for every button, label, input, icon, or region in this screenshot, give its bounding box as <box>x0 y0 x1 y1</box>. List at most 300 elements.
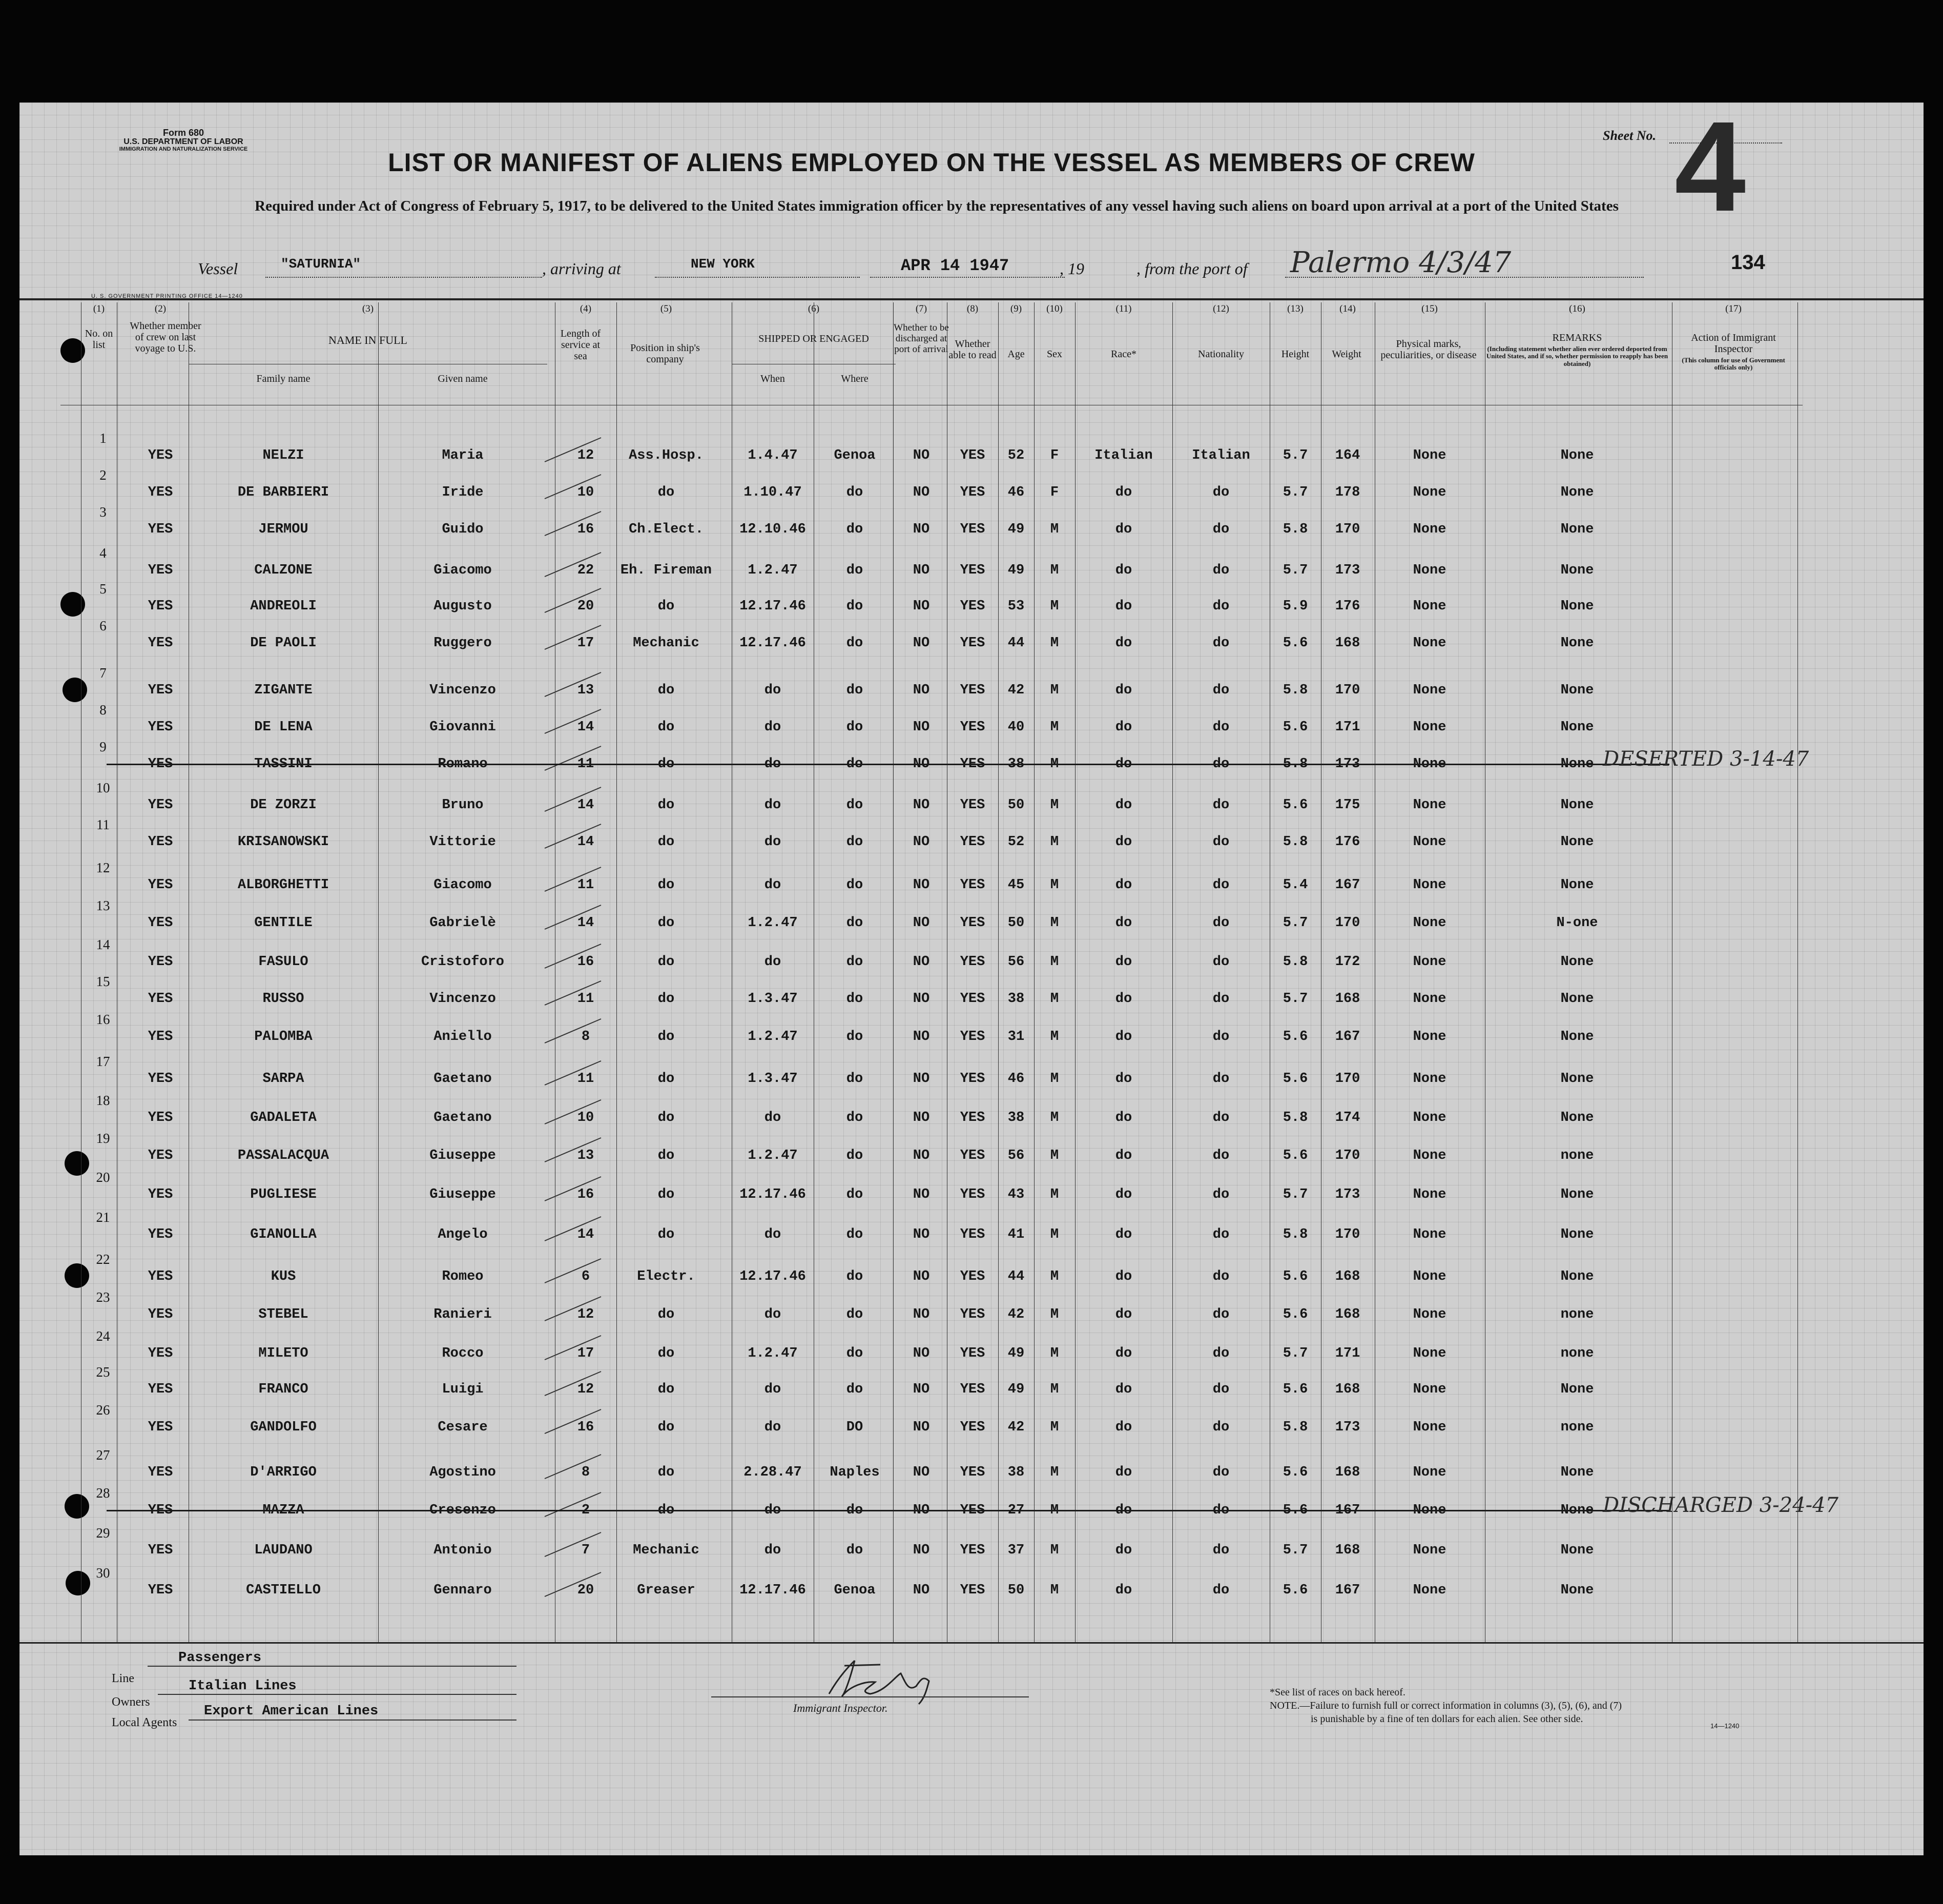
cell-weight: 172 <box>1335 954 1360 970</box>
cell-when: 12.17.46 <box>739 1269 806 1284</box>
cell-disch: NO <box>913 954 930 970</box>
header-discharged: Whether to be discharged at port of arrival <box>894 322 949 355</box>
row-number: 13 <box>96 898 110 913</box>
cell-disch: NO <box>913 1148 930 1163</box>
header-family-name: Family name <box>256 373 311 384</box>
cell-remarks: none <box>1560 1307 1594 1322</box>
cell-disch: NO <box>913 1187 930 1202</box>
arriving-label: , arriving at <box>542 259 621 278</box>
cell-when: 12.17.46 <box>739 1187 806 1202</box>
punch-hole <box>65 1263 89 1288</box>
cell-given: Luigi <box>442 1382 484 1397</box>
cell-weight: 167 <box>1335 1503 1360 1518</box>
cell-given: Cresenzo <box>429 1503 496 1518</box>
cell-position: Ass.Hosp. <box>629 448 704 463</box>
cell-marks: None <box>1413 1071 1446 1087</box>
column-number: (10) <box>1046 303 1063 314</box>
cell-marks: None <box>1413 1503 1446 1518</box>
cell-where: do <box>846 1071 863 1087</box>
tick-mark <box>542 977 609 1008</box>
cell-race: do <box>1115 522 1132 537</box>
cell-disch: NO <box>913 683 930 698</box>
cell-disch: NO <box>913 522 930 537</box>
cell-weight: 168 <box>1335 1543 1360 1558</box>
header-length-of-service: Length of service at sea <box>560 328 601 362</box>
cell-when: do <box>764 1110 781 1125</box>
cell-age: 42 <box>1007 1307 1025 1322</box>
cell-marks: None <box>1413 563 1446 578</box>
tick-mark <box>542 1405 609 1436</box>
cell-read: YES <box>960 1110 985 1125</box>
cell-disch: NO <box>913 1382 930 1397</box>
cell-crew: YES <box>148 1465 173 1480</box>
cell-race: do <box>1115 877 1132 893</box>
cell-marks: None <box>1413 877 1446 893</box>
cell-weight: 168 <box>1335 1269 1360 1284</box>
vessel-line <box>265 277 542 278</box>
cell-age: 38 <box>1007 1110 1025 1125</box>
cell-weight: 171 <box>1335 1346 1360 1361</box>
cell-nat: do <box>1212 485 1230 500</box>
column-rule <box>616 302 617 1642</box>
cell-service: 11 <box>577 877 594 893</box>
row-number: 26 <box>96 1402 110 1418</box>
cell-crew: YES <box>148 991 173 1007</box>
cell-weight: 173 <box>1335 563 1360 578</box>
cell-race: do <box>1115 683 1132 698</box>
cell-race: do <box>1115 1503 1132 1518</box>
header-no-on-list: No. on list <box>85 328 113 351</box>
line-label: Line <box>112 1672 134 1685</box>
form-number: Form 680 <box>162 128 204 138</box>
column-number: (12) <box>1213 303 1229 314</box>
cell-height: 5.8 <box>1283 756 1308 772</box>
cell-nat: do <box>1212 1382 1230 1397</box>
cell-sex: M <box>1050 1382 1059 1397</box>
cell-race: do <box>1115 599 1132 614</box>
header-weight: Weight <box>1332 349 1361 360</box>
cell-remarks: none <box>1560 1420 1594 1435</box>
cell-disch: NO <box>913 485 930 500</box>
cell-marks: None <box>1413 485 1446 500</box>
cell-sex: M <box>1050 636 1059 651</box>
cell-crew: YES <box>148 1420 173 1435</box>
row-number: 23 <box>96 1289 110 1305</box>
cell-position: do <box>657 683 675 698</box>
cell-race: do <box>1115 1346 1132 1361</box>
cell-read: YES <box>960 1465 985 1480</box>
cell-remarks: None <box>1560 834 1594 850</box>
column-number: (5) <box>660 303 672 314</box>
cell-service: 16 <box>577 1420 594 1435</box>
cell-read: YES <box>960 720 985 735</box>
cell-height: 5.6 <box>1283 1382 1308 1397</box>
cell-age: 44 <box>1007 1269 1025 1284</box>
cell-crew: YES <box>148 720 173 735</box>
header-sex: Sex <box>1047 349 1062 360</box>
tick-mark <box>542 1332 609 1362</box>
cell-disch: NO <box>913 720 930 735</box>
cell-sex: M <box>1050 1148 1059 1163</box>
cell-when: 12.17.46 <box>739 1583 806 1598</box>
cell-when: 2.28.47 <box>743 1465 802 1480</box>
cell-age: 49 <box>1007 522 1025 537</box>
cell-disch: NO <box>913 599 930 614</box>
cell-sex: M <box>1050 1029 1059 1045</box>
cell-disch: NO <box>913 834 930 850</box>
cell-weight: 170 <box>1335 915 1360 931</box>
cell-weight: 176 <box>1335 834 1360 850</box>
cell-disch: NO <box>913 991 930 1007</box>
cell-given: Giuseppe <box>429 1187 496 1202</box>
header-remarks-sub: (Including statement whether alien ever ordered deported from United States, and if so, whether permission to reapply has been obtained) <box>1486 345 1668 367</box>
inspector-signature <box>819 1645 952 1707</box>
cell-disch: NO <box>913 563 930 578</box>
cell-family: TASSINI <box>254 756 313 772</box>
service: IMMIGRATION AND NATURALIZATION SERVICE <box>119 146 248 152</box>
cell-position: do <box>657 877 675 893</box>
tick-mark <box>542 1096 609 1127</box>
cell-crew: YES <box>148 1187 173 1202</box>
cell-weight: 173 <box>1335 1187 1360 1202</box>
cell-remarks: None <box>1560 485 1594 500</box>
cell-age: 45 <box>1007 877 1025 893</box>
cell-read: YES <box>960 1187 985 1202</box>
cell-remarks: None <box>1560 1269 1594 1284</box>
cell-where: do <box>846 1227 863 1242</box>
cell-position: do <box>657 797 675 813</box>
cell-race: do <box>1115 954 1132 970</box>
cell-age: 49 <box>1007 1346 1025 1361</box>
cell-nat: do <box>1212 1503 1230 1518</box>
cell-given: Gaetano <box>433 1071 492 1087</box>
tick-mark <box>542 901 609 932</box>
cell-family: DE BARBIERI <box>237 485 329 500</box>
cell-read: YES <box>960 1543 985 1558</box>
tick-mark <box>542 434 609 464</box>
column-number: (6) <box>808 303 820 314</box>
cell-age: 40 <box>1007 720 1025 735</box>
header-age: Age <box>1007 349 1025 360</box>
tick-mark <box>542 548 609 579</box>
cell-where: do <box>846 563 863 578</box>
cell-where: do <box>846 915 863 931</box>
tick-mark <box>542 1293 609 1323</box>
cell-service: 20 <box>577 599 594 614</box>
tick-mark <box>542 584 609 615</box>
cell-family: DE LENA <box>254 720 313 735</box>
cell-position: do <box>657 1148 675 1163</box>
column-number: (11) <box>1115 303 1132 314</box>
tick-mark <box>542 940 609 971</box>
cell-height: 5.6 <box>1283 1029 1308 1045</box>
cell-disch: NO <box>913 915 930 931</box>
cell-position: do <box>657 834 675 850</box>
cell-service: 8 <box>581 1465 590 1480</box>
cell-nat: do <box>1212 1148 1230 1163</box>
cell-nat: do <box>1212 834 1230 850</box>
cell-read: YES <box>960 563 985 578</box>
cell-remarks: None <box>1560 683 1594 698</box>
row-number: 27 <box>96 1447 110 1463</box>
cell-remarks: None <box>1560 1465 1594 1480</box>
cell-age: 50 <box>1007 1583 1025 1598</box>
cell-read: YES <box>960 1071 985 1087</box>
cell-when: do <box>764 1543 781 1558</box>
cell-when: do <box>764 797 781 813</box>
cell-where: do <box>846 756 863 772</box>
cell-given: Ranieri <box>433 1307 492 1322</box>
manifest-sheet <box>19 103 1924 1855</box>
date-line <box>870 277 1065 278</box>
cell-family: GANDOLFO <box>250 1420 317 1435</box>
tick-mark <box>542 1568 609 1599</box>
races-note: *See list of races on back hereof. <box>1270 1687 1405 1698</box>
cell-remarks: None <box>1560 1187 1594 1202</box>
cell-remarks: None <box>1560 599 1594 614</box>
cell-read: YES <box>960 954 985 970</box>
row-number: 1 <box>99 431 107 446</box>
cell-nat: do <box>1212 683 1230 698</box>
cell-when: 12.10.46 <box>739 522 806 537</box>
cell-where: do <box>846 797 863 813</box>
cell-marks: None <box>1413 1269 1446 1284</box>
row-number: 2 <box>99 467 107 483</box>
row-number: 17 <box>96 1054 110 1069</box>
cell-when: do <box>764 954 781 970</box>
cell-service: 14 <box>577 797 594 813</box>
cell-age: 42 <box>1007 683 1025 698</box>
cell-height: 5.6 <box>1283 1307 1308 1322</box>
cell-when: 12.17.46 <box>739 599 806 614</box>
cell-weight: 168 <box>1335 1465 1360 1480</box>
cell-family: GIANOLLA <box>250 1227 317 1242</box>
cell-nat: do <box>1212 954 1230 970</box>
cell-position: do <box>657 1420 675 1435</box>
cell-remarks: None <box>1560 1110 1594 1125</box>
cell-nat: do <box>1212 1465 1230 1480</box>
cell-given: Angelo <box>438 1227 488 1242</box>
cell-weight: 173 <box>1335 756 1360 772</box>
row-number: 10 <box>96 780 110 795</box>
cell-height: 5.8 <box>1283 522 1308 537</box>
tick-mark <box>542 1057 609 1088</box>
handwritten-note: DESERTED 3-14-47 <box>1603 747 1809 771</box>
cell-disch: NO <box>913 1110 930 1125</box>
cell-family: PASSALACQUA <box>237 1148 329 1163</box>
cell-remarks: None <box>1560 756 1594 772</box>
cell-race: do <box>1115 756 1132 772</box>
cell-crew: YES <box>148 448 173 463</box>
cell-race: do <box>1115 1382 1132 1397</box>
cell-crew: YES <box>148 877 173 893</box>
cell-marks: None <box>1413 1110 1446 1125</box>
cell-given: Gennaro <box>433 1583 492 1598</box>
cell-service: 17 <box>577 636 594 651</box>
row-number: 16 <box>96 1012 110 1027</box>
cell-service: 16 <box>577 954 594 970</box>
agents-value: Export American Lines <box>204 1704 379 1719</box>
cell-crew: YES <box>148 1503 173 1518</box>
cell-weight: 168 <box>1335 636 1360 651</box>
cell-family: PALOMBA <box>254 1029 313 1045</box>
cell-family: MILETO <box>258 1346 308 1361</box>
cell-height: 5.4 <box>1283 877 1308 893</box>
cell-marks: None <box>1413 522 1446 537</box>
cell-height: 5.8 <box>1283 683 1308 698</box>
cell-age: 49 <box>1007 1382 1025 1397</box>
column-number: (17) <box>1725 303 1742 314</box>
cell-disch: NO <box>913 1071 930 1087</box>
cell-sex: M <box>1050 954 1059 970</box>
cell-given: Rocco <box>442 1346 484 1361</box>
cell-where: do <box>846 1382 863 1397</box>
tick-mark <box>542 1450 609 1481</box>
vessel-row <box>19 246 1924 282</box>
cell-position: do <box>657 756 675 772</box>
cell-service: 11 <box>577 991 594 1007</box>
cell-sex: M <box>1050 563 1059 578</box>
cell-sex: M <box>1050 834 1059 850</box>
cell-when: do <box>764 1420 781 1435</box>
cell-where: do <box>846 834 863 850</box>
cell-crew: YES <box>148 756 173 772</box>
column-number: (8) <box>966 303 979 314</box>
cell-service: 17 <box>577 1346 594 1361</box>
cell-service: 6 <box>581 1269 590 1284</box>
agents-label: Local Agents <box>112 1716 177 1729</box>
cell-read: YES <box>960 636 985 651</box>
cell-age: 44 <box>1007 636 1025 651</box>
cell-weight: 170 <box>1335 1071 1360 1087</box>
handwritten-note: DISCHARGED 3-24-47 <box>1603 1493 1838 1517</box>
cell-where: do <box>846 877 863 893</box>
cell-position: do <box>657 1110 675 1125</box>
header-position: Position in ship's company <box>630 342 700 365</box>
cell-height: 5.6 <box>1283 797 1308 813</box>
tick-mark <box>542 742 609 773</box>
cell-read: YES <box>960 915 985 931</box>
cell-nat: do <box>1212 1029 1230 1045</box>
cell-race: do <box>1115 1420 1132 1435</box>
cell-given: Giacomo <box>433 877 492 893</box>
column-rule <box>378 302 379 1642</box>
cell-marks: None <box>1413 636 1446 651</box>
cell-disch: NO <box>913 1583 930 1598</box>
cell-race: do <box>1115 720 1132 735</box>
cell-disch: NO <box>913 877 930 893</box>
cell-age: 37 <box>1007 1543 1025 1558</box>
cell-given: Cristoforo <box>421 954 505 970</box>
cell-nat: do <box>1212 1307 1230 1322</box>
tick-mark <box>542 621 609 652</box>
row-number: 5 <box>99 581 107 597</box>
cell-age: 41 <box>1007 1227 1025 1242</box>
cell-disch: NO <box>913 636 930 651</box>
cell-nat: do <box>1212 1227 1230 1242</box>
cell-marks: None <box>1413 1227 1446 1242</box>
cell-when: do <box>764 877 781 893</box>
cell-when: 1.10.47 <box>743 485 802 500</box>
line-underline <box>148 1666 516 1667</box>
arrival-port: NEW YORK <box>691 256 755 272</box>
header-when: When <box>760 373 785 384</box>
cell-sex: M <box>1050 522 1059 537</box>
column-number: (15) <box>1421 303 1438 314</box>
cell-crew: YES <box>148 522 173 537</box>
cell-age: 49 <box>1007 563 1025 578</box>
cell-weight: 164 <box>1335 448 1360 463</box>
cell-nat: do <box>1212 1071 1230 1087</box>
cell-disch: NO <box>913 1465 930 1480</box>
cell-where: do <box>846 485 863 500</box>
cell-family: ZIGANTE <box>254 683 313 698</box>
cell-remarks: None <box>1560 954 1594 970</box>
cell-height: 5.7 <box>1283 991 1308 1007</box>
cell-race: do <box>1115 1148 1132 1163</box>
cell-age: 46 <box>1007 485 1025 500</box>
cell-crew: YES <box>148 563 173 578</box>
cell-age: 38 <box>1007 756 1025 772</box>
cell-remarks: None <box>1560 877 1594 893</box>
cell-given: Gaetano <box>433 1110 492 1125</box>
cell-position: do <box>657 1227 675 1242</box>
cell-crew: YES <box>148 915 173 931</box>
cell-service: 8 <box>581 1029 590 1045</box>
cell-when: 1.2.47 <box>748 563 798 578</box>
punch-hole <box>65 1151 89 1176</box>
fine-note-cont: is punishable by a fine of ten dollars for each alien. See other side. <box>1311 1713 1583 1725</box>
cell-weight: 176 <box>1335 599 1360 614</box>
cell-height: 5.7 <box>1283 485 1308 500</box>
cell-height: 5.6 <box>1283 1071 1308 1087</box>
cell-read: YES <box>960 683 985 698</box>
cell-where: do <box>846 1029 863 1045</box>
cell-age: 52 <box>1007 448 1025 463</box>
cell-height: 5.8 <box>1283 1420 1308 1435</box>
cell-marks: None <box>1413 954 1446 970</box>
cell-family: STEBEL <box>258 1307 308 1322</box>
cell-service: 14 <box>577 915 594 931</box>
cell-read: YES <box>960 485 985 500</box>
cell-height: 5.9 <box>1283 599 1308 614</box>
cell-family: FRANCO <box>258 1382 308 1397</box>
cell-race: Italian <box>1094 448 1153 463</box>
cell-service: 12 <box>577 1307 594 1322</box>
cell-remarks: None <box>1560 636 1594 651</box>
header-inspector-sub: (This column for use of Government officials only) <box>1682 356 1785 372</box>
cell-when: 12.17.46 <box>739 636 806 651</box>
cell-service: 16 <box>577 522 594 537</box>
row-number: 11 <box>96 817 110 832</box>
owners-label: Owners <box>112 1695 150 1709</box>
vessel-label: Vessel <box>198 259 238 278</box>
strike-line <box>107 1510 1669 1511</box>
column-number: (16) <box>1569 303 1585 314</box>
cell-remarks: none <box>1560 1148 1594 1163</box>
cell-given: Ruggero <box>433 636 492 651</box>
cell-age: 53 <box>1007 599 1025 614</box>
header-shipped-engaged: SHIPPED OR ENGAGED <box>758 333 869 344</box>
cell-where: Naples <box>830 1465 880 1480</box>
tick-mark <box>542 1528 609 1559</box>
cell-family: MAZZA <box>262 1503 304 1518</box>
cell-service: 2 <box>581 1503 590 1518</box>
tick-mark <box>542 507 609 538</box>
cell-marks: None <box>1413 834 1446 850</box>
cell-given: Guido <box>442 522 484 537</box>
cell-crew: YES <box>148 1269 173 1284</box>
